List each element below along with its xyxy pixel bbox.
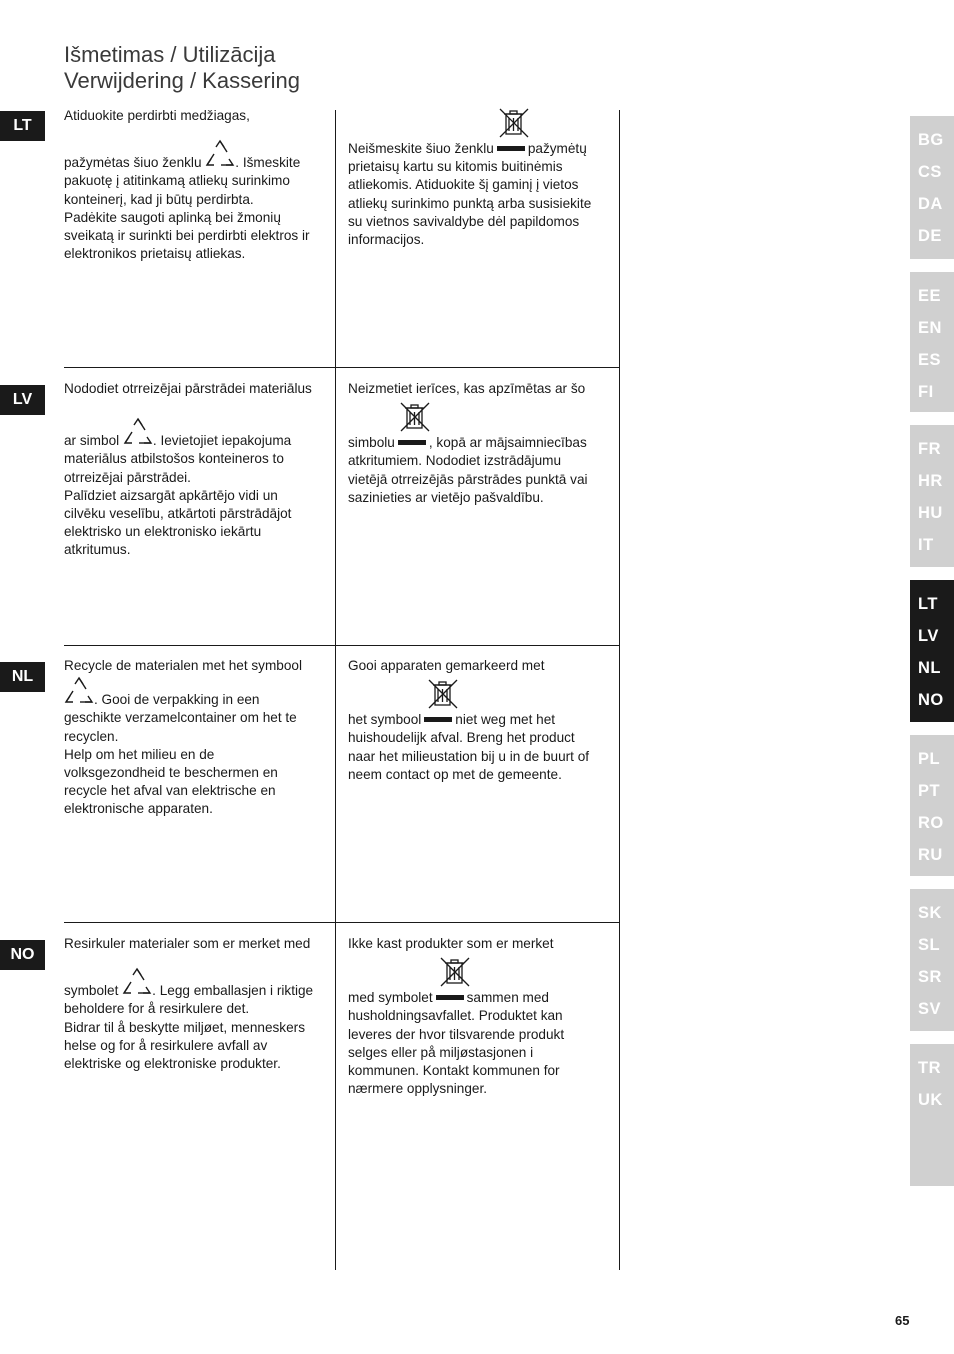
no-left-line: elektriske og elektroniske produkter. — [64, 1056, 281, 1072]
sidebar-item-cs[interactable]: CS — [918, 163, 942, 181]
sidebar-item-da[interactable]: DA — [918, 195, 943, 213]
sidebar-item-nl[interactable]: NL — [918, 659, 941, 677]
sidebar-item-uk[interactable]: UK — [918, 1091, 943, 1109]
lv-right-line: vietējā otrreizējās pārstrādes punktā vai — [348, 471, 588, 487]
recycle-icon — [205, 139, 235, 169]
no-right-intro: Ikke kast produkter som er merket — [348, 936, 554, 951]
nl-right-before-symbol: het symbool — [348, 712, 422, 728]
sidebar-item-ro[interactable]: RO — [918, 814, 944, 832]
nl-right-line: huishoudelijk afval. Breng het product — [348, 730, 575, 746]
lt-right-line: prietaisų kartu su kitomis buitinėmis — [348, 159, 563, 175]
sidebar-group-5 — [910, 735, 954, 876]
sidebar-item-pl[interactable]: PL — [918, 750, 941, 768]
title-line-2: Verwijdering / Kassering — [64, 68, 301, 93]
page-number: 65 — [895, 1313, 910, 1328]
no-left-intro: Resirkuler materialer som er merket med — [64, 936, 311, 951]
bar-icon — [436, 995, 464, 1000]
sidebar-item-fr[interactable]: FR — [918, 440, 941, 458]
sidebar-item-hu[interactable]: HU — [918, 504, 943, 522]
crossed-out-bin-icon — [398, 400, 432, 434]
lt-right-line: atliekų surinkimo punktą arba susisiekite — [348, 195, 592, 211]
bar-icon — [424, 717, 452, 722]
nl-left-line: elektronische apparaten. — [64, 801, 213, 817]
no-left-line: helse og for å resirkulere avfall av — [64, 1037, 268, 1053]
lv-recycle-text — [64, 380, 332, 560]
lv-left-line: otrreizējai pārstrādei. — [64, 469, 191, 485]
nl-left-line: geschikte verzamelcontainer om het te — [64, 710, 297, 726]
page-title — [64, 42, 300, 94]
lv-right-line: sazinieties ar vietējo pašvaldību. — [348, 489, 544, 505]
sidebar-item-sr[interactable]: SR — [918, 968, 942, 986]
no-left-before-symbol: symbolet — [64, 983, 123, 999]
no-right-line: leveres der hvor tilsvarende produkt — [348, 1026, 565, 1042]
sidebar-item-ru[interactable]: RU — [918, 846, 943, 864]
row-divider-2 — [64, 645, 620, 646]
nl-recycle-text — [64, 657, 332, 819]
no-right-line: husholdningsavfallet. Produktet kan — [348, 1008, 563, 1024]
crossed-out-bin-icon — [438, 955, 472, 989]
no-left-line: beholdere for å resirkulere det. — [64, 1001, 250, 1017]
sidebar-item-bg[interactable]: BG — [918, 131, 944, 149]
lt-left-line: sveikatą ir surinkti bei perdirbti elektros ir — [64, 228, 310, 244]
sidebar-group-2 — [910, 272, 954, 412]
lang-badge-no: NO — [0, 940, 45, 970]
lv-right-intro: Neizmetiet ierīces, kas apzīmētas ar šo — [348, 381, 586, 396]
sidebar-item-pt[interactable]: PT — [918, 782, 941, 800]
lv-left-line: atkritumus. — [64, 542, 131, 558]
lv-right-after-symbol: , kopā ar mājsaimniecības — [428, 435, 587, 451]
nl-left-line: Help om het milieu en de — [64, 746, 215, 762]
nl-left-line: volksgezondheid te beschermen en — [64, 765, 278, 781]
sidebar-item-it[interactable]: IT — [918, 536, 934, 554]
no-left-line: Bidrar til å beskytte miljøet, menneskers — [64, 1019, 305, 1035]
crossed-out-bin-icon — [497, 106, 531, 140]
lt-left-after-symbol: . Išmeskite — [235, 155, 301, 171]
lv-weee-text — [348, 380, 616, 507]
sidebar-item-ee[interactable]: EE — [918, 287, 942, 305]
sidebar-group-1 — [910, 116, 954, 259]
recycle-icon — [122, 967, 152, 997]
nl-left-line: recycle het afval van elektrische en — [64, 783, 276, 799]
no-left-after-symbol: . Legg emballasjen i riktige — [152, 983, 314, 999]
no-right-line: selges eller på miljøstasjonen i — [348, 1044, 534, 1060]
no-weee-text — [348, 935, 616, 1098]
sidebar-item-lv[interactable]: LV — [918, 627, 939, 645]
right-border — [619, 110, 620, 1270]
lv-left-line: elektrisko un elektronisko iekārtu — [64, 524, 262, 540]
sidebar-item-en[interactable]: EN — [918, 319, 942, 337]
row-divider-1 — [64, 367, 620, 368]
lang-badge-lt: LT — [0, 111, 45, 141]
nl-right-line: neem contact op met de gemeente. — [348, 766, 562, 782]
lt-left-line: Padėkite saugoti aplinką bei žmonių — [64, 209, 281, 225]
sidebar-item-tr[interactable]: TR — [918, 1059, 941, 1077]
nl-right-line: naar het milieustation bij u in de buurt of — [348, 748, 590, 764]
lv-left-line: materiālus atbilstošos konteineros to — [64, 451, 284, 467]
no-right-line: nærmere opplysninger. — [348, 1081, 488, 1097]
lt-left-line: pakuotę į atitinkamą atliekų surinkimo — [64, 173, 290, 189]
bar-icon — [398, 440, 426, 445]
sidebar-item-lt[interactable]: LT — [918, 595, 938, 613]
lv-left-after-symbol: . Ievietojiet iepakojuma — [152, 433, 292, 449]
nl-weee-text — [348, 657, 616, 784]
lv-left-line: cilvēku veselību, atkārtoti pārstrādājot — [64, 506, 292, 522]
lv-left-before-symbol: ar simbol — [64, 433, 123, 449]
bar-icon — [497, 146, 525, 151]
sidebar-item-sl[interactable]: SL — [918, 936, 941, 954]
lt-left-intro: Atiduokite perdirbti medžiagas, — [64, 108, 250, 123]
nl-right-intro: Gooi apparaten gemarkeerd met — [348, 658, 545, 673]
lt-left-line: konteinerį, kad ji būtų perdirbta. — [64, 191, 254, 207]
column-divider — [335, 110, 336, 1270]
row-divider-3 — [64, 922, 620, 923]
lt-left-line: elektronikos prietaisų atliekas. — [64, 246, 246, 262]
lt-weee-text — [348, 140, 616, 249]
sidebar-item-hr[interactable]: HR — [918, 472, 943, 490]
sidebar-item-no[interactable]: NO — [918, 691, 944, 709]
lang-badge-lv: LV — [0, 385, 45, 415]
sidebar-item-sk[interactable]: SK — [918, 904, 942, 922]
sidebar-item-fi[interactable]: FI — [918, 383, 934, 401]
sidebar-item-de[interactable]: DE — [918, 227, 942, 245]
recycle-icon — [123, 417, 153, 447]
sidebar-item-es[interactable]: ES — [918, 351, 942, 369]
lt-right-line: informacijos. — [348, 232, 425, 248]
nl-right-after-symbol: niet weg met het — [455, 712, 556, 728]
recycle-icon — [64, 676, 94, 706]
crossed-out-bin-icon — [426, 677, 460, 711]
no-right-after-symbol: sammen med — [466, 990, 549, 1006]
lv-left-intro: Nododiet otrreizējai pārstrādei materiālus — [64, 381, 312, 396]
no-right-line: kommunen. Kontakt kommunen for — [348, 1063, 560, 1079]
lv-right-line: atkritumiem. Nododiet izstrādājumu — [348, 453, 562, 469]
lv-right-before-symbol: simbolu — [348, 435, 395, 451]
lt-right-line: atliekomis. Atiduokite šį gaminį į vietos — [348, 177, 579, 193]
lt-recycle-text — [64, 107, 332, 263]
nl-left-after-symbol: . Gooi de verpakking in een — [94, 692, 260, 708]
sidebar-group-6 — [910, 889, 954, 1031]
lt-right-before-symbol: Neišmeskite šiuo ženklu — [348, 141, 494, 156]
lang-badge-nl: NL — [0, 662, 45, 692]
lt-right-after-symbol: pažymėtų — [527, 141, 587, 156]
sidebar-group-7 — [910, 1044, 954, 1186]
sidebar-item-sv[interactable]: SV — [918, 1000, 942, 1018]
no-right-before-symbol: med symbolet — [348, 990, 433, 1006]
title-line-1: Išmetimas / Utilizācija — [64, 42, 276, 67]
sidebar-group-4-active — [910, 580, 954, 722]
sidebar-group-3 — [910, 425, 954, 567]
no-recycle-text — [64, 935, 332, 1073]
nl-left-line: recyclen. — [64, 728, 119, 744]
lt-right-line: su vietnos savivaldybe dėl papildomos — [348, 213, 580, 229]
lv-left-line: Palīdziet aizsargāt apkārtējo vidi un — [64, 487, 278, 503]
nl-left-intro: Recycle de materialen met het symbool — [64, 658, 302, 673]
lt-left-before-symbol: pažymėtas šiuo ženklu — [64, 155, 206, 171]
